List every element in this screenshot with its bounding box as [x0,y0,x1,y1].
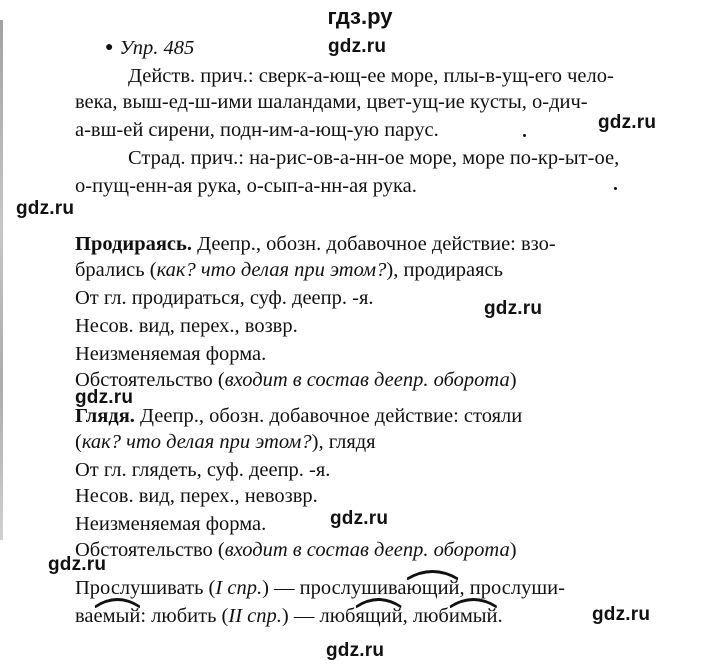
speck [523,134,526,137]
text-span: ва [75,605,94,627]
text-span: ), продираясь [386,259,503,281]
watermark: gdz.ru [48,554,107,575]
watermark: gdz.ru [598,112,657,133]
text-span: брались ( [75,259,157,281]
suffix-text: ющий [406,577,460,599]
analysis-line [75,368,517,392]
text-line: Неизменяемая форма. [75,343,267,365]
text-span: Обстоятельство ( [75,539,225,561]
speck [614,187,617,190]
watermark: gdz.ru [484,298,543,319]
text-line: Несов. вид, перех., возвр. [75,315,298,337]
suffix-text: ящий [355,605,403,627]
text-span: ) [509,539,517,561]
italic-span: входит в состав деепр. оборота [224,369,510,391]
analyzed-word: Продираясь. [75,233,192,255]
watermark: gdz.ru [330,508,389,529]
suffix-text: имый [448,605,498,627]
text-span: ), глядя [311,431,376,453]
italic-span: I спр. [215,577,263,599]
watermark: gdz.ru [16,198,75,219]
exercise-label: Упр. 485 [119,37,195,59]
site-header: гдз.ру [327,4,393,29]
question-span: как? что делая при этом? [81,431,312,453]
bullet-icon: ● [105,40,114,55]
text-line: Действ. прич.: сверк-а-ющ-ее море, плы-в-ущ-его чело- [128,65,614,87]
suffix-arc [406,576,459,600]
question-span: как? что делая при этом? [156,259,387,281]
suffix-text: емый [93,605,141,627]
analysis-line [75,538,517,562]
page-edge-shadow [0,20,3,540]
analysis-line [75,430,376,454]
italic-span: II спр. [228,605,282,627]
arc-mark-icon [406,570,459,580]
exercise-heading [105,36,194,60]
watermark: gdz.ru [592,604,651,625]
text-span: ) — прослушива [262,577,407,599]
analysis-line [75,232,556,256]
text-line: Несов. вид, перех., невозвр. [75,485,318,507]
text-span: Деепр., обозн. добавочное действие: взо- [192,233,556,255]
analysis-line [75,404,522,428]
analysis-line [75,576,565,600]
text-line: Неизменяемая форма. [75,513,267,535]
text-span: Прослушивать ( [75,577,216,599]
text-line: Страд. прич.: на-рис-ов-а-нн-ое море, море по-кр-ыт-ое, [128,147,620,169]
text-span: Обстоятельство ( [75,369,225,391]
text-line: о-пущ-енн-ая рука, о-сып-а-нн-ая рука. [75,175,417,197]
arc-mark-icon [94,598,141,608]
text-span: , прослуши- [459,577,565,599]
text-span: ) — люб [281,605,356,627]
suffix-arc [94,604,141,628]
watermark: gdz.ru [328,36,387,57]
text-span: : любить ( [140,605,229,627]
text-span: Деепр., обозн. добавочное действие: стояли [134,405,523,427]
text-span: ( [75,431,82,453]
arc-mark-icon [449,598,498,608]
analyzed-word: Глядя. [75,405,135,427]
text-line: а-вш-ей сирени, подн-им-а-ющ-ую парус. [75,119,439,141]
text-line: века, выш-ед-ш-ими шаландами, цвет-ущ-ие кусты, о-дич- [75,91,588,113]
text-span: . [497,605,503,627]
text-line: От гл. глядеть, суф. деепр. -я. [75,459,331,481]
text-span: ) [509,369,517,391]
text-line: От гл. продираться, суф. деепр. -я. [75,287,374,309]
analysis-line [75,604,503,628]
arc-mark-icon [355,598,402,608]
watermark: gdz.ru [326,640,385,661]
suffix-arc [355,604,402,628]
watermark: gdz.ru [75,387,134,408]
analysis-line [75,258,503,282]
italic-span: входит в состав деепр. оборота [224,539,510,561]
suffix-arc [449,604,498,628]
text-span: , люб [402,605,449,627]
